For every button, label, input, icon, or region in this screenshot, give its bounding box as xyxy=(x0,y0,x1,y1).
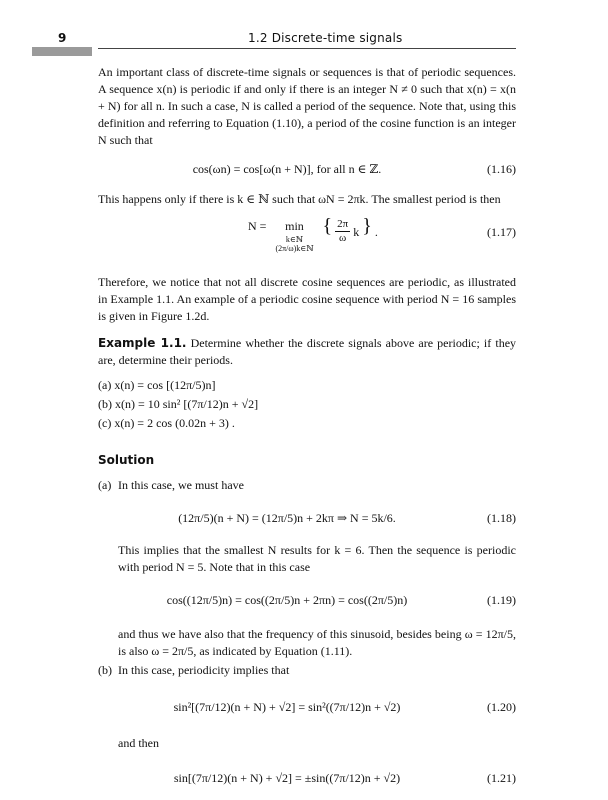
page-number: 9 xyxy=(58,31,67,45)
equation-expr: (12π/5)(n + N) = (12π/5)n + 2kπ ⇒ N = 5k/6. xyxy=(178,511,396,525)
example-item-a: (a) x(n) = cos [(12π/5)n] xyxy=(98,378,216,392)
equation-number: (1.17) xyxy=(487,225,516,239)
eq17-sub2: (2π/ω)k∈ℕ xyxy=(275,244,314,253)
example-item-c: (c) x(n) = 2 cos (0.02n + 3) . xyxy=(98,416,235,430)
equation-number: (1.19) xyxy=(487,593,516,607)
part-b-label: (b) xyxy=(98,663,112,677)
equation-1-16 xyxy=(98,155,516,185)
intro-paragraph: An important class of discrete-time signals or sequences is that of periodic sequences. A sequence x(n) is periodic if and only if there is an integer N ≠ 0 such that x(n) = x(n + N) for all n. In such a case, N is called a period of the sequence. Note that, using this definition and referring to Equation (1.10), a period of the cosine function is an integer N such that xyxy=(98,65,516,147)
eq17-after: k xyxy=(353,225,360,239)
paragraph-therefore: Therefore, we notice that not all discrete cosine sequences are periodic, as illustrated in Example 1.1. An example of a periodic cosine sequence with period N = 16 samples is given in Figure 1.2d. xyxy=(98,275,516,323)
part-b-text: In this case, periodicity implies that xyxy=(118,663,290,677)
solution-part-b xyxy=(98,662,516,679)
eq17-min: min xyxy=(285,219,304,233)
equation-number: (1.18) xyxy=(487,511,516,525)
example-text: Determine whether the discrete signals above are periodic; if they are, determine their periods. xyxy=(98,336,517,367)
part-a-label: (a) xyxy=(98,478,112,492)
thumb-tab-bar xyxy=(32,47,92,56)
eq17-frac-top: 2π xyxy=(337,218,349,230)
example-items xyxy=(98,377,516,432)
solution-heading: Solution xyxy=(98,453,155,467)
paragraph-smallest-period: This happens only if there is k ∈ ℕ such that ωN = 2πk. The smallest period is then xyxy=(98,192,501,206)
eq17-lhs: N = xyxy=(248,219,267,233)
example-paragraph xyxy=(98,335,516,369)
running-title: 1.2 Discrete-time signals xyxy=(248,31,403,45)
part-a-text-3: and thus we have also that the frequency of this sinusoid, besides being ω = 12π/5, is also ω = 2π/5, as indicated by Equation (1.11). xyxy=(118,627,516,658)
equation-number: (1.21) xyxy=(487,771,516,785)
part-a-text-2: This implies that the smallest N results for k = 6. Then the sequence is periodic with period N = 5. Note that in this case xyxy=(118,543,516,574)
equation-1-17: N = min k∈ℕ (2π/ω)k∈ℕ { $\frac{2\pi}{\omega}$ k } . (1.17) xyxy=(248,215,516,253)
equation-expr: sin²[(7π/12)(n + N) + √2] = sin²((7π/12)n + √2) xyxy=(173,700,401,714)
solution-part-a xyxy=(98,477,516,494)
eq17-sub1: k∈ℕ xyxy=(285,235,304,244)
eq17-frac-bottom: ω xyxy=(339,232,347,244)
equation-1-18 xyxy=(98,498,516,538)
equation-expr: cos(ωn) = cos[ω(n + N)], for all n ∈ ℤ. xyxy=(192,162,382,176)
page-body xyxy=(98,64,516,798)
page-header xyxy=(0,0,608,60)
example-label: Example 1.1. xyxy=(98,336,187,350)
equation-expr: sin[(7π/12)(n + N) + √2] = ±sin((7π/12)n + √2) xyxy=(173,771,401,785)
header-rule xyxy=(98,48,516,49)
and-then: and then xyxy=(118,736,159,750)
equation-1-20 xyxy=(98,683,516,729)
equation-number: (1.20) xyxy=(487,700,516,714)
equation-number: (1.16) xyxy=(487,162,516,176)
equation-expr: cos((12π/5)n) = cos((2π/5)n + 2πn) = cos((2π/5)n) xyxy=(166,593,408,607)
equation-1-19 xyxy=(98,578,516,622)
part-a-text: In this case, we must have xyxy=(118,478,244,492)
example-item-b: (b) x(n) = 10 sin² [(7π/12)n + √2] xyxy=(98,397,259,411)
equation-1-21 xyxy=(98,758,516,798)
